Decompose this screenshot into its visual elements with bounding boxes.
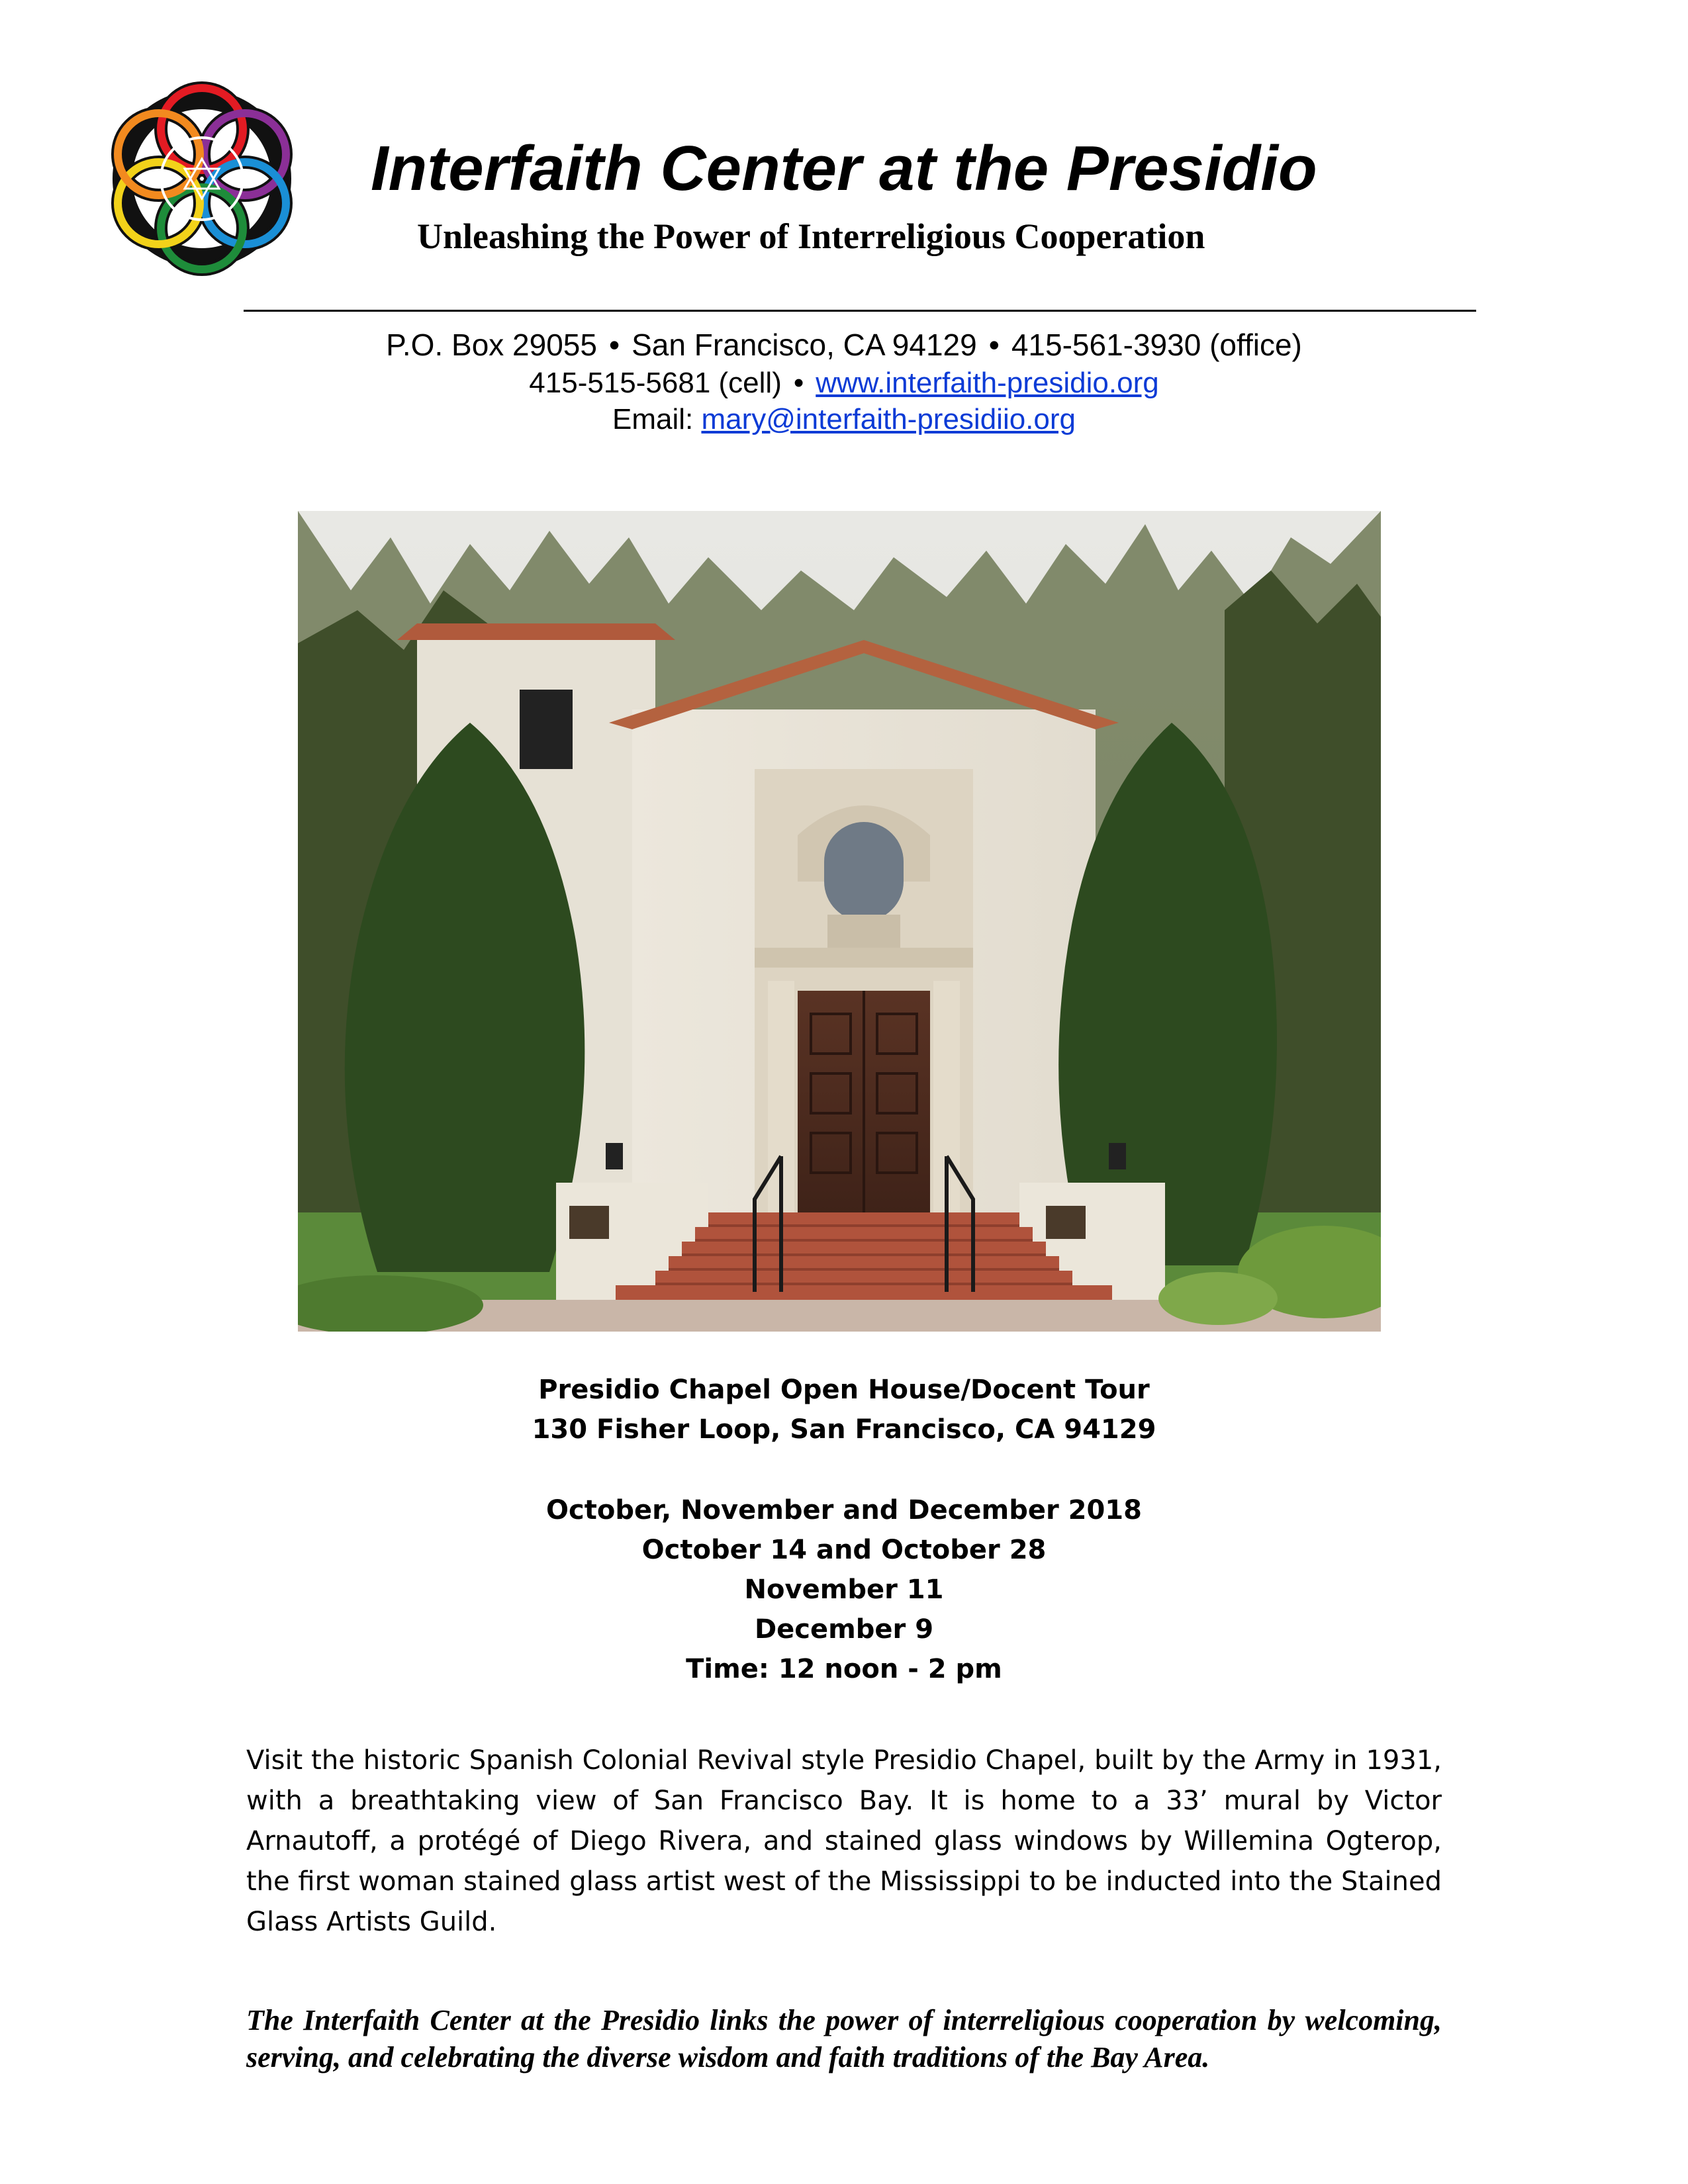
separator-bullet: • (608, 328, 620, 362)
email-label: Email: (612, 403, 694, 435)
closing-statement: The Interfaith Center at the Presidio links the power of interreligious cooperation by welcoming, serving, and celebrating the diverse wisdom and faith traditions of the Bay Area. (246, 2004, 1442, 2073)
chapel-photo (298, 511, 1381, 1332)
event-date: December 9 (754, 1614, 934, 1645)
event-date: October 14 and October 28 (641, 1535, 1047, 1565)
event-months: October, November and December 2018 (546, 1495, 1142, 1525)
separator-bullet: • (988, 328, 1000, 362)
event-time: Time: 12 noon - 2 pm (686, 1654, 1002, 1684)
contact-line-3 (0, 402, 1688, 437)
contact-line-2 (0, 366, 1688, 400)
separator-bullet: • (793, 367, 804, 399)
interlocking-rings-logo-icon (103, 66, 301, 291)
po-box: P.O. Box 29055 (386, 328, 597, 362)
contact-line-1 (0, 328, 1688, 362)
event-name: Presidio Chapel Open House/Docent Tour (538, 1375, 1150, 1405)
description-paragraph: Visit the historic Spanish Colonial Revival style Presidio Chapel, built by the Army in 1931, with a breathtaking view of San Francisco Bay. It is home to a 33’ mural by Victor Arnautoff, a protégé of Diego Rivera, and stained glass windows by Willemina Ogterop, the first woman stained glass artist west of the Mississippi to be inducted into the Stained Glass Artists Guild. (246, 1745, 1442, 1937)
event-date: November 11 (744, 1574, 944, 1605)
email-link[interactable]: mary@interfaith-presidiio.org (701, 403, 1076, 435)
event-address: 130 Fisher Loop, San Francisco, CA 94129 (532, 1414, 1156, 1445)
office-phone: 415-561-3930 (office) (1011, 328, 1302, 362)
cell-phone: 415-515-5681 (cell) (529, 367, 782, 399)
website-link[interactable]: www.interfaith-presidio.org (816, 367, 1159, 399)
header-divider (244, 310, 1476, 312)
page-subtitle: Unleashing the Power of Interreligious Cooperation (417, 216, 1205, 256)
city: San Francisco, CA 94129 (632, 328, 977, 362)
page-title: Interfaith Center at the Presidio (371, 133, 1317, 204)
